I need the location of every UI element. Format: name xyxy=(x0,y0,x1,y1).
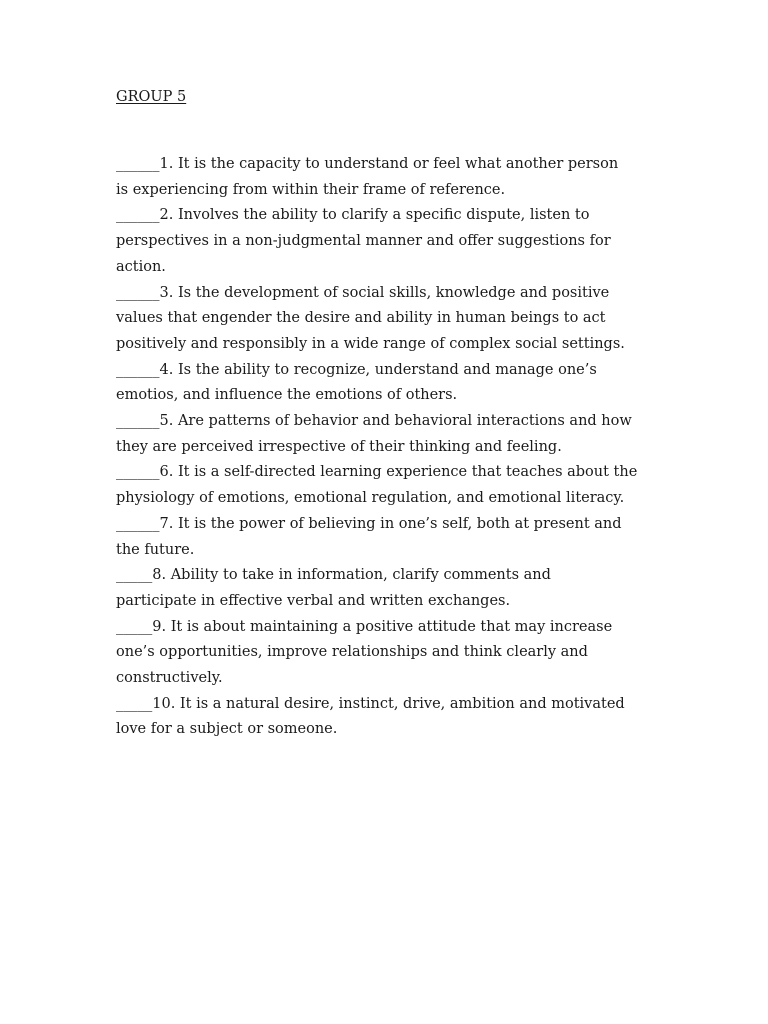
question-item xyxy=(116,409,656,460)
question-text-line: constructively. xyxy=(116,670,223,687)
question-text-line: values that engender the desire and ability in human beings to act xyxy=(116,310,606,327)
question-item xyxy=(116,203,656,280)
question-text-line: is experiencing from within their frame of reference. xyxy=(116,181,506,198)
question-text-line: physiology of emotions, emotional regulation, and emotional literacy. xyxy=(116,490,625,507)
question-text-line: the future. xyxy=(116,541,195,558)
question-text-line: _____10. It is a natural desire, instinct, drive, ambition and motivated xyxy=(116,695,625,712)
question-text-line: ______7. It is the power of believing in one’s self, both at present and xyxy=(116,515,622,532)
question-item xyxy=(116,615,656,692)
question-text-line: ______4. Is the ability to recognize, understand and manage one’s xyxy=(116,361,597,378)
question-text-line: they are perceived irrespective of their thinking and feeling. xyxy=(116,438,562,455)
question-item xyxy=(116,563,656,614)
question-text-line: ______5. Are patterns of behavior and behavioral interactions and how xyxy=(116,413,632,430)
page-title: GROUP 5 xyxy=(116,89,187,105)
question-item xyxy=(116,152,656,203)
question-text-line: love for a subject or someone. xyxy=(116,721,338,738)
question-text-line: ______6. It is a self-directed learning experience that teaches about the xyxy=(116,464,638,481)
question-item xyxy=(116,281,656,358)
question-text-line: _____8. Ability to take in information, clarify comments and xyxy=(116,567,551,584)
question-item xyxy=(116,512,656,563)
question-text-line: positively and responsibly in a wide range of complex social settings. xyxy=(116,335,625,352)
question-text-line: perspectives in a non-judgmental manner and offer suggestions for xyxy=(116,233,611,250)
question-item xyxy=(116,460,656,511)
question-text-line: ______1. It is the capacity to understand or feel what another person xyxy=(116,156,619,172)
question-list xyxy=(116,152,656,743)
question-text-line: participate in effective verbal and written exchanges. xyxy=(116,592,511,609)
question-item xyxy=(116,358,656,409)
question-text-line: emotios, and influence the emotions of others. xyxy=(116,387,458,404)
question-item xyxy=(116,692,656,743)
question-text-line: ______2. Involves the ability to clarify a specific dispute, listen to xyxy=(116,207,590,224)
question-text-line: action. xyxy=(116,258,166,275)
question-text-line: _____9. It is about maintaining a positive attitude that may increase xyxy=(116,618,613,635)
question-text-line: one’s opportunities, improve relationships and think clearly and xyxy=(116,644,588,661)
question-text-line: ______3. Is the development of social skills, knowledge and positive xyxy=(116,284,610,301)
